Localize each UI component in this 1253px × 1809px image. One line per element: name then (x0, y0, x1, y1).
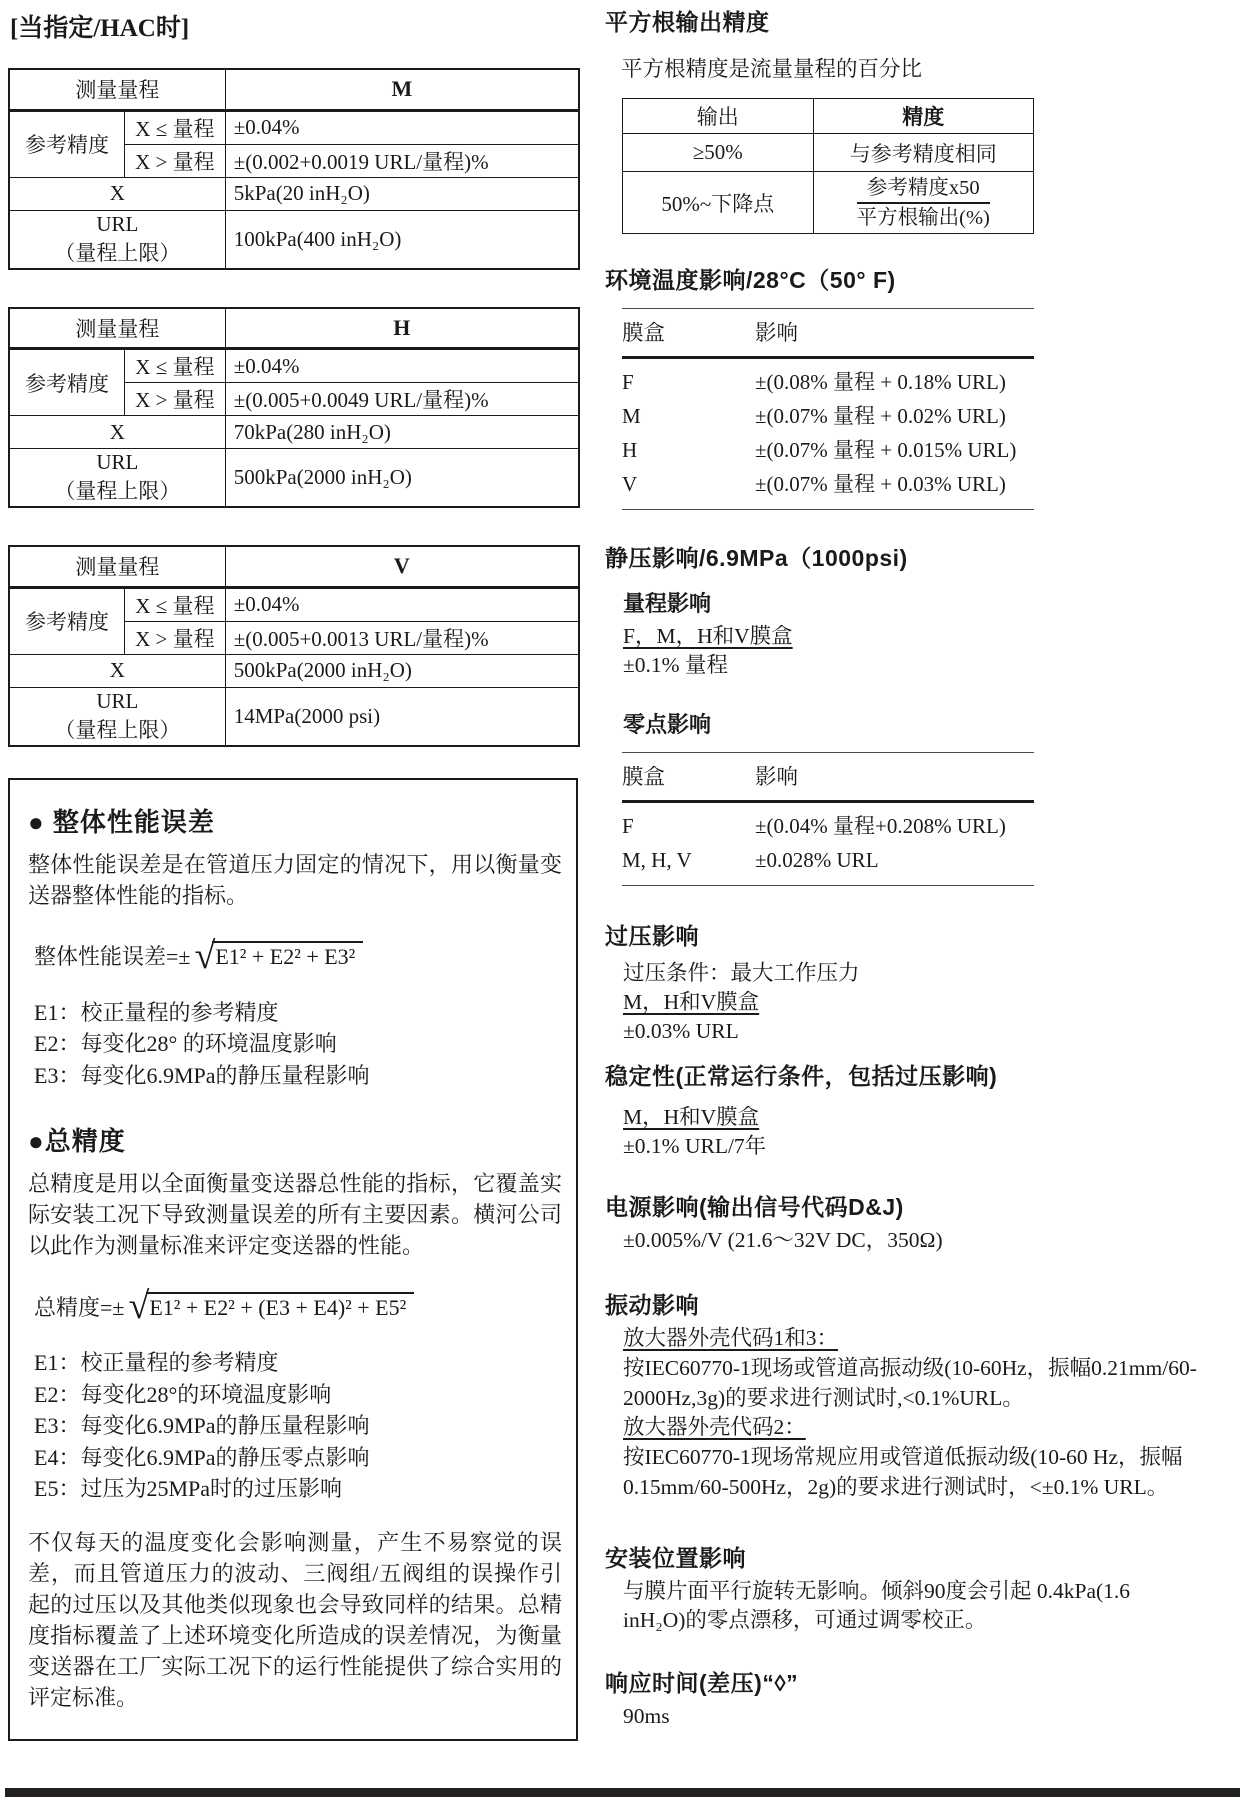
sqrt-output-accuracy-heading: 平方根输出精度 (605, 9, 770, 35)
effect-column-header: 影响 (755, 309, 1034, 358)
accuracy-cell: 与参考精度相同 (813, 134, 1033, 172)
output-column-header: 输出 (623, 99, 814, 134)
vibration-case2-text: 按IEC60770-1现场常规应用或管道低振动级(10-60 Hz，振幅0.15mm/60-500Hz，2g)的要求进行测试时，<±0.1% URL。 (623, 1445, 1183, 1499)
accuracy-column-header: 精度 (813, 99, 1033, 134)
url-label: URL (96, 211, 139, 236)
zero-effect-table (622, 752, 1034, 886)
effect-cell: ±(0.08% 量程 + 0.18% URL) (755, 370, 1006, 394)
overall-performance-heading: ● 整体性能误差 (28, 806, 215, 837)
x-gt-span-label: X > 量程 (125, 621, 226, 654)
output-range-cell: ≥50% (623, 134, 814, 172)
overall-performance-formula (34, 934, 562, 977)
capsule-cell: M, H, V (622, 848, 692, 872)
ref-accuracy-label: 参考精度 (9, 587, 125, 654)
capsule-column-header: 膜盒 (622, 753, 755, 802)
formula-radicand: E1² + E2² + E3² (212, 941, 363, 970)
capsule-cell: V (622, 472, 638, 496)
x-le-span-label: X ≤ 量程 (125, 110, 226, 144)
power-supply-heading: 电源影响(输出信号代码D&J) (605, 1194, 904, 1220)
accuracy-fraction-cell (813, 172, 1033, 234)
url-value: 100kPa(400 inH₂O) (225, 210, 579, 269)
error-term-definitions (34, 997, 562, 1092)
capsule-cell: H (622, 438, 638, 462)
url-value: 14MPa(2000 psi) (225, 687, 579, 746)
total-performance-box (8, 778, 578, 1741)
overpressure-condition: 过压条件：最大工作压力 (623, 961, 860, 985)
x-le-span-label: X ≤ 量程 (125, 349, 226, 383)
url-sublabel: （量程上限） (54, 240, 181, 265)
url-label-cell (9, 687, 225, 746)
right-column (605, 4, 1253, 1731)
vibration-heading: 振动影响 (605, 1292, 699, 1318)
response-time-heading: 响应时间(差压)“◊” (605, 1670, 799, 1696)
stability-capsules: M，H和V膜盒 (623, 1105, 760, 1129)
capsule-cell: M (622, 404, 641, 428)
mounting-position-heading: 安装位置影响 (605, 1545, 746, 1571)
x-label: X (9, 654, 225, 687)
fraction-denominator: 平方根输出(%) (856, 206, 990, 229)
temperature-effect-heading: 环境温度影响/28°C（50° F) (605, 267, 896, 293)
formula-lhs: 整体性能误差=± (34, 944, 191, 969)
x-label: X (9, 177, 225, 210)
url-sublabel: （量程上限） (54, 717, 181, 742)
measuring-range-header: 测量量程 (9, 69, 225, 110)
x-value: 500kPa(2000 inH₂O) (225, 654, 579, 687)
def-line: E1：校正量程的参考精度 (34, 1350, 279, 1375)
stability-value: ±0.1% URL/7年 (623, 1134, 767, 1158)
effect-cell: ±(0.04% 量程+0.208% URL) (755, 814, 1006, 838)
ref-accuracy-label: 参考精度 (9, 349, 125, 416)
temperature-effect-table (622, 308, 1034, 510)
capsule-code-header: V (225, 546, 579, 587)
capsule-column-header: 膜盒 (622, 309, 755, 358)
total-accuracy-formula (34, 1287, 562, 1325)
measuring-range-header: 测量量程 (9, 546, 225, 587)
effect-cell: ±(0.07% 量程 + 0.02% URL) (755, 404, 1006, 428)
def-line: E2：每变化28°的环境温度影响 (34, 1381, 332, 1407)
sqrt-accuracy-table (622, 98, 1034, 234)
range-table-m (8, 68, 580, 270)
zero-effect-subheading: 零点影响 (623, 712, 712, 737)
url-label: URL (96, 688, 139, 713)
effect-cell: ±0.028% URL (755, 848, 879, 872)
x-le-span-value: ±0.04% (225, 349, 579, 383)
vibration-case13-text: 按IEC60770-1现场或管道高振动级(10-60Hz，振幅0.21mm/60-2000Hz,3g)的要求进行测试时,<0.1%URL。 (623, 1356, 1197, 1410)
url-label-cell (9, 449, 225, 508)
x-label: X (9, 416, 225, 449)
capsule-code-header: H (225, 308, 579, 349)
total-accuracy-text: 总精度是用以全面衡量变送器总性能的指标，它覆盖实际安装工况下导致测量误差的所有主要因素。横河公司以此作为测量标准来评定变送器的性能。 (28, 1171, 562, 1258)
capsule-code-header: M (225, 69, 579, 110)
error-term-definitions (34, 1347, 562, 1505)
left-column (8, 6, 580, 1741)
fraction-numerator: 参考精度x50 (857, 175, 990, 204)
x-value: 70kPa(280 inH₂O) (225, 416, 579, 449)
stability-heading: 稳定性(正常运行条件，包括过压影响) (605, 1063, 998, 1089)
span-effect-value: ±0.1% 量程 (623, 653, 728, 677)
overpressure-capsules: M，H和V膜盒 (623, 990, 760, 1014)
x-gt-span-value: ±(0.005+0.0049 URL/量程)% (225, 383, 579, 416)
sqrt-intro-text: 平方根精度是流量量程的百分比 (621, 57, 923, 81)
vibration-case2-label: 放大器外壳代码2： (623, 1415, 806, 1439)
x-value: 5kPa(20 inH₂O) (225, 177, 579, 210)
static-pressure-heading: 静压影响/6.9MPa（1000psi) (605, 545, 908, 571)
x-le-span-value: ±0.04% (225, 110, 579, 144)
span-effect-subheading: 量程影响 (623, 591, 712, 616)
range-table-v (8, 545, 580, 747)
formula-radicand: E1² + E2² + (E3 + E4)² + E5² (146, 1292, 414, 1321)
url-sublabel: （量程上限） (54, 479, 181, 503)
mounting-position-text: 与膜片面平行旋转无影响。倾斜90度会引起 0.4kPa(1.6 inH₂O)的零点漂移，可通过调零校正。 (623, 1579, 1131, 1632)
sqrt-radical-icon: √ (128, 1285, 150, 1327)
x-le-span-value: ±0.04% (225, 587, 579, 621)
url-label: URL (96, 450, 139, 474)
formula-lhs: 总精度=± (34, 1294, 125, 1320)
ref-accuracy-label: 参考精度 (9, 110, 125, 177)
response-time-value: 90ms (623, 1704, 670, 1728)
power-supply-value: ±0.005%/V (21.6～32V DC，350Ω) (623, 1228, 943, 1252)
total-accuracy-note: 不仅每天的温度变化会影响测量，产生不易察觉的误差，而且管道压力的波动、三阀组/五阀组的误操作引起的过压以及其他类似现象也会导致同样的结果。总精度指标覆盖了上述环境变化所造成的误差情况，为衡量变送器在工厂实际工况下的运行性能提供了综合实用的评定标准。 (28, 1529, 562, 1710)
def-line: E4：每变化6.9MPa的静压零点影响 (34, 1444, 370, 1470)
effect-cell: ±(0.07% 量程 + 0.03% URL) (755, 472, 1006, 496)
page-title: [当指定/HAC时] (10, 15, 190, 42)
accuracy-fraction (857, 175, 990, 231)
capsule-cell: F (622, 370, 634, 394)
def-line: E1：校正量程的参考精度 (34, 999, 279, 1025)
total-accuracy-heading: ●总精度 (28, 1126, 126, 1156)
effect-column-header: 影响 (755, 753, 1034, 802)
span-effect-capsules: F，M，H和V膜盒 (623, 624, 793, 648)
def-line: E5：过压为25MPa时的过压影响 (34, 1476, 343, 1501)
def-line: E3：每变化6.9MPa的静压量程影响 (34, 1413, 370, 1438)
vibration-case13-label: 放大器外壳代码1和3： (623, 1326, 839, 1350)
x-gt-span-label: X > 量程 (125, 383, 226, 416)
x-le-span-label: X ≤ 量程 (125, 587, 226, 621)
range-table-h (8, 307, 580, 509)
overpressure-value: ±0.03% URL (623, 1019, 739, 1043)
url-label-cell (9, 210, 225, 269)
x-gt-span-value: ±(0.005+0.0013 URL/量程)% (225, 621, 579, 654)
overpressure-heading: 过压影响 (605, 923, 699, 949)
sqrt-radical-icon: √ (194, 934, 216, 977)
capsule-cell: F (622, 814, 634, 838)
x-gt-span-value: ±(0.002+0.0019 URL/量程)% (225, 144, 579, 177)
effect-cell: ±(0.07% 量程 + 0.015% URL) (755, 438, 1017, 462)
url-value: 500kPa(2000 inH₂O) (225, 449, 579, 508)
overall-performance-text: 整体性能误差是在管道压力固定的情况下，用以衡量变送器整体性能的指标。 (28, 851, 562, 908)
def-line: E2：每变化28° 的环境温度影响 (34, 1031, 337, 1056)
x-gt-span-label: X > 量程 (125, 144, 226, 177)
output-range-cell: 50%~下降点 (623, 172, 814, 234)
measuring-range-header: 测量量程 (9, 308, 225, 349)
def-line: E3：每变化6.9MPa的静压量程影响 (34, 1062, 370, 1088)
page-bottom-rule (5, 1788, 1240, 1797)
